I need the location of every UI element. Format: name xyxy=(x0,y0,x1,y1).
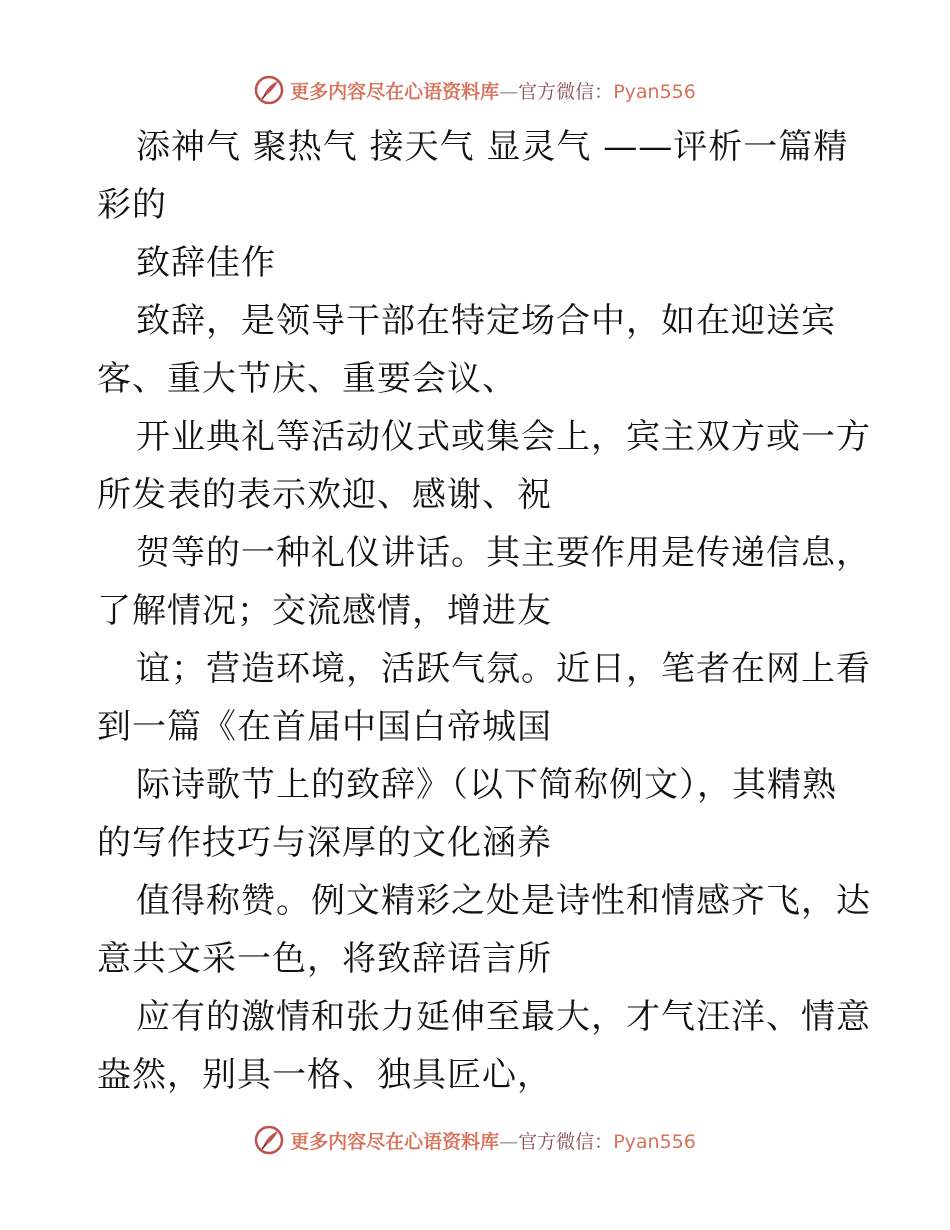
banner-text xyxy=(290,77,696,104)
paragraph-line: 所发表的表示欢迎、感谢、祝 xyxy=(97,475,552,515)
banner-brand: 更多内容尽在心语资料库 xyxy=(290,1130,500,1153)
quill-logo-icon xyxy=(254,1125,284,1155)
footer-banner xyxy=(0,1120,950,1160)
paragraph-line: 谊；营造环境，活跃气氛。近日，笔者在网上看 xyxy=(136,649,871,689)
banner-brand: 更多内容尽在心语资料库 xyxy=(290,80,500,103)
banner-official: 官方微信： xyxy=(518,1130,614,1153)
title-line-1: 添神气 聚热气 接天气 显灵气 ——评析一篇精 xyxy=(136,127,849,167)
paragraph-line: 到一篇《在首届中国白帝城国 xyxy=(97,707,552,747)
banner-text xyxy=(290,1127,696,1154)
paragraph-line: 贺等的一种礼仪讲话。其主要作用是传递信息， xyxy=(136,533,871,573)
paragraph-line: 开业典礼等活动仪式或集会上，宾主双方或一方 xyxy=(136,417,871,457)
paragraph-line: 意共文采一色，将致辞语言所 xyxy=(97,939,552,979)
header-banner xyxy=(0,70,950,110)
banner-wechat-id: Pyan556 xyxy=(613,1130,696,1153)
quill-logo-icon xyxy=(254,75,284,105)
paragraph-line: 值得称赞。例文精彩之处是诗性和情感齐飞，达 xyxy=(136,881,871,921)
paragraph-line: 了解情况；交流感情，增进友 xyxy=(97,591,552,631)
paragraph-line: 应有的激情和张力延伸至最大，才气汪洋、情意 xyxy=(136,997,871,1037)
paragraph-line: 客、重大节庆、重要会议、 xyxy=(97,359,517,399)
paragraph-line: 的写作技巧与深厚的文化涵养 xyxy=(97,823,552,863)
title-line-3: 致辞佳作 xyxy=(136,243,276,283)
paragraph-line: 致辞，是领导干部在特定场合中，如在迎送宾 xyxy=(136,301,836,341)
title-line-2: 彩的 xyxy=(97,185,167,225)
paragraph-line: 际诗歌节上的致辞》（以下简称例文），其精熟 xyxy=(136,765,837,805)
banner-wechat-id: Pyan556 xyxy=(613,80,696,103)
banner-separator: — xyxy=(499,80,519,103)
paragraph-line: 盎然，别具一格、独具匠心， xyxy=(97,1055,552,1095)
banner-separator: — xyxy=(499,1130,519,1153)
banner-official: 官方微信： xyxy=(518,80,614,103)
